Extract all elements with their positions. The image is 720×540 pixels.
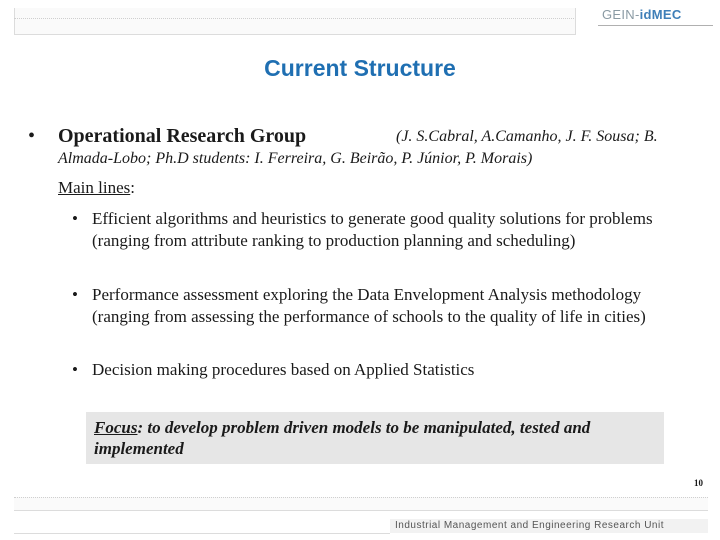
group-members-line2: Almada-Lobo; Ph.D students: I. Ferreira, G. Beirão, P. Júnior, P. Morais) <box>58 150 533 167</box>
bullet-icon: • <box>72 209 78 228</box>
page-number: 10 <box>694 478 703 488</box>
focus-text <box>94 417 659 459</box>
group-members-line1: (J. S.Cabral, A.Camanho, J. F. Sousa; B. <box>396 128 658 145</box>
bullet-icon: • <box>72 285 78 304</box>
logo-gein-text: GEIN- <box>602 6 640 22</box>
top-decorative-band <box>14 8 576 35</box>
list-item-text: Performance assessment exploring the Data Envelopment Analysis methodology (ranging from assessing the performance of schools to the quality of life in cities) <box>92 285 646 326</box>
gein-idmec-logo <box>602 5 682 23</box>
focus-label: Focus <box>94 418 138 437</box>
list-item-text: Efficient algorithms and heuristics to generate good quality solutions for problems (ranging from attribute ranking to production planning and scheduling) <box>92 209 653 250</box>
focus-body: : to develop problem driven models to be manipulated, tested and implemented <box>94 418 591 458</box>
main-lines-colon: : <box>130 178 135 197</box>
footer-text: Industrial Management and Engineering Research Unit <box>395 520 664 531</box>
bullet-icon: • <box>72 360 78 379</box>
logo-underline <box>598 25 713 26</box>
list-item-text: Decision making procedures based on Applied Statistics <box>92 360 475 379</box>
main-lines-label: Main lines <box>58 178 131 197</box>
main-lines-heading <box>58 178 135 198</box>
focus-box <box>86 412 664 464</box>
top-dotted-line <box>14 18 574 19</box>
bullet-icon: • <box>28 125 36 147</box>
logo-idmec-text: idMEC <box>639 6 682 22</box>
bottom-decorative-band <box>14 497 708 511</box>
slide-title: Current Structure <box>264 55 456 81</box>
group-name: Operational Research Group <box>58 125 307 147</box>
footer-left-line <box>14 519 390 534</box>
